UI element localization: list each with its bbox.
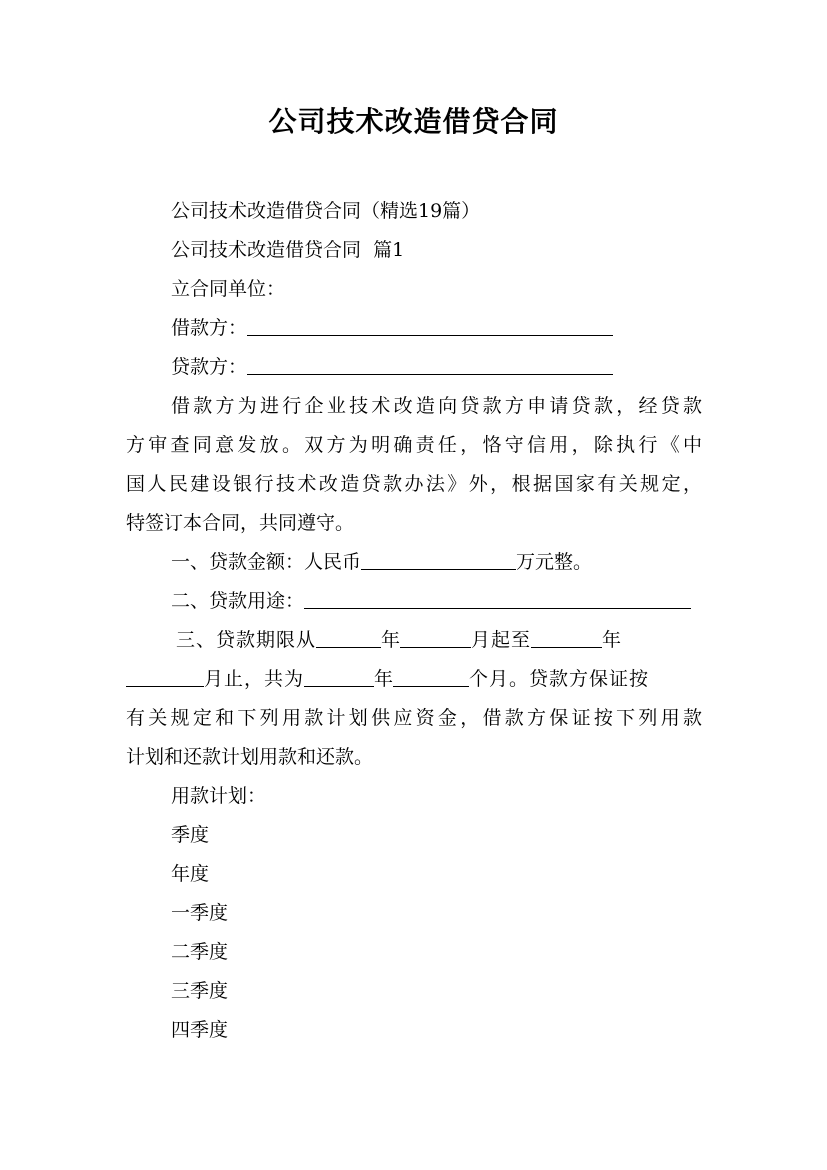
plan-item: 年度 <box>171 863 210 885</box>
intro-line: 特签订本合同，共同遵守。 <box>126 512 355 534</box>
borrower-line <box>126 309 702 348</box>
clause-amount-suffix: 万元整。 <box>516 551 593 573</box>
parties-heading: 立合同单位： <box>171 278 286 300</box>
clause-purpose <box>126 582 702 621</box>
plan-item: 一季度 <box>171 902 229 924</box>
intro-line: 借款方为进行企业技术改造向贷款方申请贷款，经贷款 <box>171 395 702 417</box>
borrower-blank <box>247 310 613 336</box>
end-month-blank <box>126 661 204 687</box>
clause-amount <box>126 543 702 582</box>
plan-item: 四季度 <box>171 1019 229 1041</box>
clause-term-prefix: 三、贷款期限从 <box>176 629 317 651</box>
lender-blank <box>247 349 613 375</box>
plan-item: 三季度 <box>171 980 229 1002</box>
month-to-text: 月止，共为 <box>204 668 305 690</box>
clause-purpose-prefix: 二、贷款用途： <box>171 590 305 612</box>
purpose-blank <box>304 583 691 609</box>
year-unit: 年 <box>381 629 401 651</box>
month-from-text: 月起至 <box>471 629 532 651</box>
intro-line: 国人民建设银行技术改造贷款办法》外，根据国家有关规定， <box>126 473 702 495</box>
borrower-label: 借款方： <box>171 317 248 339</box>
document-title: 公司技术改造借贷合同 <box>268 105 559 138</box>
end-year-blank <box>531 622 602 648</box>
lender-line <box>126 348 702 387</box>
year-unit: 年 <box>374 668 394 690</box>
term-tail-text: 个月。贷款方保证按 <box>469 668 650 690</box>
clause-term-line2 <box>126 660 702 699</box>
chapter-heading: 公司技术改造借贷合同 篇1 <box>171 239 405 261</box>
lender-label: 贷款方： <box>171 356 248 378</box>
clause-term-tail: 有关规定和下列用款计划供应资金，借款方保证按下列用款 <box>126 707 702 729</box>
clause-term-line1 <box>126 621 702 660</box>
start-year-blank <box>316 622 381 648</box>
subtitle: 公司技术改造借贷合同（精选19篇） <box>171 200 481 222</box>
plan-heading: 用款计划： <box>171 785 267 807</box>
intro-line: 方审查同意发放。双方为明确责任，恪守信用，除执行《中 <box>126 434 702 456</box>
clause-term-tail: 计划和还款计划用款和还款。 <box>126 746 374 768</box>
plan-item: 季度 <box>171 824 210 846</box>
plan-item: 二季度 <box>171 941 229 963</box>
amount-blank <box>361 544 516 570</box>
document-body <box>126 192 702 1050</box>
total-month-blank <box>393 661 469 687</box>
total-year-blank <box>304 661 374 687</box>
start-month-blank <box>400 622 471 648</box>
year-unit: 年 <box>602 629 622 651</box>
clause-amount-prefix: 一、贷款金额：人民币 <box>171 551 362 573</box>
